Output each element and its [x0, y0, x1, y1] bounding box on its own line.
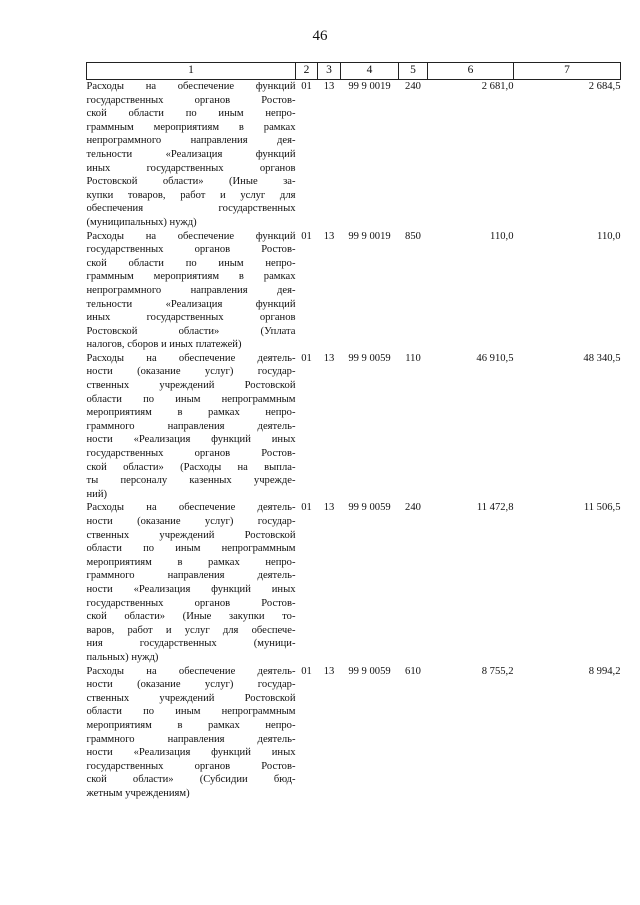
- description-line: ности (оказание услуг) государ-: [86, 679, 296, 691]
- section-code: 01: [301, 81, 312, 92]
- expense-description: [87, 665, 296, 801]
- target-article-code: 99 9 0059: [348, 665, 391, 677]
- description-line: мероприятиям в рамках непро-: [86, 556, 296, 568]
- description-line: Расходы на обеспечение деятель-: [86, 352, 296, 364]
- description-line: (муниципальных) нужд): [86, 216, 197, 228]
- description-line: области по иным непрограммным: [86, 543, 296, 555]
- column-header-4: 4: [341, 63, 399, 80]
- description-line: пальных) нужд): [86, 651, 159, 663]
- description-line: обеспечения государственных: [86, 203, 296, 215]
- subsection-code: 13: [323, 81, 335, 92]
- description-line: государственных органов Ростов-: [86, 94, 296, 106]
- expense-description: [87, 352, 296, 502]
- table-row: [87, 501, 621, 664]
- description-line: Ростовской области» (Уплата: [86, 325, 296, 337]
- section-code: 01: [301, 665, 312, 677]
- description-line: государственных органов Ростов-: [86, 597, 296, 609]
- amount-year-2: 48 340,5: [583, 352, 621, 364]
- section-code: 01: [301, 352, 312, 364]
- description-line: граммным мероприятиям в рамках: [86, 271, 296, 283]
- description-line: иных государственных органов: [86, 312, 296, 324]
- description-line: купки товаров, работ и услуг для: [86, 189, 296, 201]
- description-line: ственных учреждений Ростовской: [86, 529, 296, 541]
- description-line: государственных органов Ростов-: [86, 760, 296, 772]
- description-line: ской области по иным непро-: [86, 108, 296, 120]
- target-article-code: 99 9 0059: [348, 352, 391, 364]
- column-header-5: 5: [399, 63, 428, 80]
- description-line: ственных учреждений Ростовской: [86, 380, 296, 392]
- amount-year-1: 11 472,8: [476, 502, 514, 514]
- description-line: ской области» (Субсидии бюд-: [86, 774, 296, 786]
- expense-type-code: 610: [405, 665, 421, 677]
- description-line: ности (оказание услуг) государ-: [86, 516, 296, 527]
- description-line: иных государственных органов: [86, 162, 296, 174]
- description-line: области по иным непрограммным: [86, 393, 296, 405]
- subsection-code: 13: [323, 665, 335, 677]
- column-header-7: 7: [514, 63, 621, 80]
- subsection-code: 13: [323, 352, 335, 364]
- description-line: Расходы на обеспечение функций: [86, 230, 296, 242]
- target-article-code: 99 9 0019: [348, 81, 391, 92]
- target-article-code: 99 9 0019: [348, 230, 391, 242]
- description-line: государственных органов Ростов-: [86, 448, 296, 460]
- expense-type-code: 240: [405, 502, 421, 514]
- subsection-code: 13: [323, 230, 335, 242]
- table-row: [87, 352, 621, 502]
- amount-year-2: 11 506,5: [583, 502, 621, 514]
- page-number: 46: [312, 28, 328, 44]
- description-line: налогов, сборов и иных платежей): [86, 339, 242, 351]
- description-line: Расходы на обеспечение функций: [86, 81, 296, 92]
- description-line: граммным мероприятиям в рамках: [86, 121, 296, 133]
- column-header-1: 1: [87, 63, 296, 80]
- description-line: области по иным непрограммным: [86, 706, 296, 718]
- description-line: ния государственных (муници-: [86, 638, 296, 650]
- description-line: ности (оказание услуг) государ-: [86, 366, 296, 378]
- table-row: [87, 230, 621, 352]
- budget-table: [86, 62, 621, 800]
- expense-type-code: 110: [405, 352, 421, 364]
- subsection-code: 13: [323, 502, 335, 514]
- description-line: ской области по иным непро-: [86, 257, 296, 269]
- description-line: ности «Реализация функций иных: [86, 434, 296, 446]
- description-line: тельности «Реализация функций: [86, 148, 296, 160]
- description-line: граммного направления деятель-: [86, 570, 296, 582]
- table-row: [87, 80, 621, 230]
- target-article-code: 99 9 0059: [348, 502, 391, 514]
- description-line: тельности «Реализация функций: [86, 298, 296, 310]
- description-line: Расходы на обеспечение деятель-: [86, 665, 296, 677]
- section-code: 01: [301, 230, 312, 242]
- description-line: Ростовской области» (Иные за-: [86, 176, 296, 188]
- description-line: ты персоналу казенных учрежде-: [86, 475, 296, 487]
- amount-year-1: 110,0: [490, 230, 514, 242]
- description-line: ской области» (Расходы на выпла-: [86, 461, 296, 473]
- description-line: варов, работ и услуг для обеспече-: [86, 624, 296, 636]
- expense-type-code: 240: [405, 81, 421, 92]
- table-row: [87, 665, 621, 801]
- description-line: ности «Реализация функций иных: [86, 747, 296, 759]
- amount-year-1: 46 910,5: [476, 352, 514, 364]
- amount-year-2: 8 994,2: [588, 665, 621, 677]
- description-line: жетным учреждениям): [86, 787, 190, 799]
- description-line: мероприятиям в рамках непро-: [86, 719, 296, 731]
- description-line: непрограммного направления дея-: [86, 135, 296, 147]
- description-line: государственных органов Ростов-: [86, 244, 296, 256]
- description-line: граммного направления деятель-: [86, 420, 296, 432]
- amount-year-2: 110,0: [597, 230, 621, 242]
- description-line: ности «Реализация функций иных: [86, 583, 296, 595]
- expense-type-code: 850: [405, 230, 421, 242]
- column-header-6: 6: [428, 63, 514, 80]
- expense-description: [87, 80, 296, 230]
- section-code: 01: [301, 502, 312, 514]
- description-line: мероприятиям в рамках непро-: [86, 407, 296, 419]
- amount-year-1: 8 755,2: [481, 665, 514, 677]
- column-header-3: 3: [318, 63, 341, 80]
- amount-year-1: 2 681,0: [481, 81, 514, 92]
- description-line: ской области» (Иные закупки то-: [86, 611, 296, 623]
- table-body: [87, 80, 621, 801]
- description-line: Расходы на обеспечение деятель-: [86, 502, 296, 514]
- column-header-2: 2: [296, 63, 318, 80]
- amount-year-2: 2 684,5: [588, 81, 621, 92]
- description-line: непрограммного направления дея-: [86, 284, 296, 296]
- description-line: граммного направления деятель-: [86, 733, 296, 745]
- table-header-row: [87, 63, 621, 80]
- description-line: ственных учреждений Ростовской: [86, 692, 296, 704]
- description-line: ний): [86, 488, 108, 500]
- expense-description: [87, 230, 296, 352]
- expense-description: [87, 501, 296, 664]
